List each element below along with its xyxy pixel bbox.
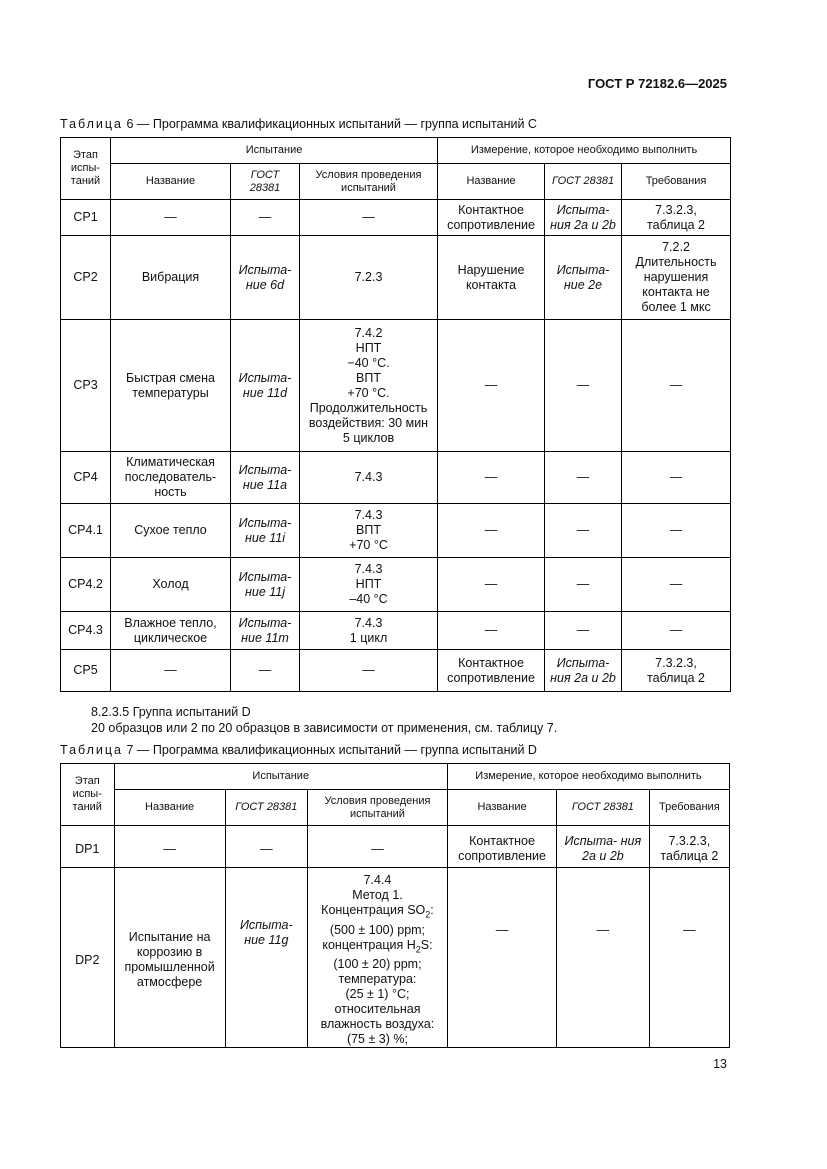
table6-measure-name: — xyxy=(438,320,545,452)
table6-requirements xyxy=(622,200,731,236)
table6-conditions xyxy=(300,320,438,452)
dp2-cond-7: температура: xyxy=(338,972,417,986)
table-row xyxy=(61,452,731,504)
table6-requirements-line: — xyxy=(669,378,683,392)
table6-caption-label: Таблица xyxy=(60,117,124,131)
table6-measure-gost: Испыта- ние 2e xyxy=(545,236,622,320)
dp2-cond-4: (500 ± 100) ppm; xyxy=(329,922,426,937)
table6-requirements-line: контакта не xyxy=(642,285,710,299)
table7-head-conditions: Условия проведения испытаний xyxy=(307,790,447,826)
table6-requirements xyxy=(622,612,731,650)
table6-measure-gost: — xyxy=(545,320,622,452)
table6-conditions-line: 7.2.3 xyxy=(354,270,383,284)
table6-requirements xyxy=(622,558,731,612)
table-row xyxy=(61,504,731,558)
table6-conditions xyxy=(300,200,438,236)
dp2-cond-8: (25 ± 1) °С; xyxy=(345,987,410,1001)
table6-requirements-line: нарушения xyxy=(643,270,709,284)
table6-conditions-line: ВПТ xyxy=(356,523,381,537)
table6-conditions-line: — xyxy=(362,210,375,224)
table6-name: Влажное тепло, циклическое xyxy=(111,612,231,650)
table6-head-conditions: Условия проведения испытаний xyxy=(300,164,438,200)
table6-head-m-gost: ГОСТ 28381 xyxy=(545,164,622,200)
table6-gost: Испыта- ние 11i xyxy=(231,504,300,558)
table6-stage: СР4.3 xyxy=(61,612,111,650)
table6-conditions xyxy=(300,650,438,692)
table7-head-m-gost: ГОСТ 28381 xyxy=(557,790,650,826)
table6-conditions-line: 7.4.3 xyxy=(354,615,383,630)
table6-conditions-line: 7.4.3 xyxy=(354,508,383,522)
table6-requirements xyxy=(622,650,731,692)
dp2-requirements: — xyxy=(649,868,729,1048)
table6-requirements-line: — xyxy=(669,623,683,637)
dp2-cond-5-sub: 2 xyxy=(415,944,421,954)
table6-name: — xyxy=(111,650,231,692)
section-text: 20 образцов или 2 по 20 образцов в зависимости от применения, см. таблицу 7. xyxy=(91,721,558,735)
table6-conditions xyxy=(300,452,438,504)
table6-measure-name: Нарушение контакта xyxy=(438,236,545,320)
table6-measure-gost: Испыта- ния 2a и 2b xyxy=(545,200,622,236)
table7 xyxy=(60,763,730,1048)
table6-name: Быстрая смена температуры xyxy=(111,320,231,452)
table6-head-measure: Измерение, которое необходимо выполнить xyxy=(438,138,731,164)
table7-head-stage: Этап испы- таний xyxy=(61,764,115,826)
table6-conditions-line: НПТ xyxy=(355,340,382,355)
dp1-conditions: — xyxy=(307,826,447,868)
table6-requirements xyxy=(622,320,731,452)
table7-head-gost: ГОСТ 28381 xyxy=(225,790,307,826)
table6-head-m-name: Название xyxy=(438,164,545,200)
table-row xyxy=(61,236,731,320)
table6-requirements xyxy=(622,504,731,558)
dp2-cond-5b: S: xyxy=(420,937,433,952)
table6-gost: Испыта- ние 6d xyxy=(231,236,300,320)
dp2-cond-9: относительная влажность воздуха: xyxy=(320,1002,435,1031)
table6-conditions xyxy=(300,612,438,650)
table6-conditions-line: +70 °С xyxy=(349,538,388,552)
table6-gost: Испыта- ние 11a xyxy=(231,452,300,504)
table6-measure-gost: — xyxy=(545,452,622,504)
table6-conditions-line: воздействия: 30 мин xyxy=(308,415,429,430)
table6-stage: СР1 xyxy=(61,200,111,236)
dp2-stage: DP2 xyxy=(61,868,115,1048)
table6-measure-name: — xyxy=(438,558,545,612)
table6-measure-name: Контактное сопротивление xyxy=(438,200,545,236)
dp1-measure-name: Контактное сопротивление xyxy=(447,826,556,868)
table6 xyxy=(60,137,731,692)
table7-head-requirements: Требования xyxy=(649,790,729,826)
dp2-cond-3a: Концентрация SO xyxy=(321,903,426,917)
table6-requirements-line: 7.2.2 xyxy=(662,240,690,254)
table6-measure-name: Контактное сопротивление xyxy=(438,650,545,692)
table-row xyxy=(61,612,731,650)
table6-conditions-line: 5 циклов xyxy=(342,430,395,445)
table6-measure-gost: — xyxy=(545,612,622,650)
table-row xyxy=(61,650,731,692)
table6-requirements-line: таблица 2 xyxy=(647,670,705,685)
table6-name: — xyxy=(111,200,231,236)
table6-conditions-line: 1 цикл xyxy=(349,630,388,645)
table6-conditions-line: — xyxy=(362,663,375,677)
table-row xyxy=(61,868,730,1048)
table6-conditions xyxy=(300,558,438,612)
table6-requirements xyxy=(622,236,731,320)
table6-measure-gost: — xyxy=(545,558,622,612)
table6-requirements-line: 7.3.2.3, xyxy=(655,655,697,670)
table-row xyxy=(61,826,730,868)
dp2-cond-1: 7.4.4 xyxy=(363,873,392,887)
table7-caption xyxy=(60,743,537,757)
table6-gost: — xyxy=(231,650,300,692)
table6-gost: Испыта- ние 11j xyxy=(231,558,300,612)
dp2-cond-2: Метод 1. xyxy=(352,888,403,902)
table7-head-m-name: Название xyxy=(447,790,556,826)
table6-requirements-line: — xyxy=(669,523,683,537)
table7-head-measure: Измерение, которое необходимо выполнить xyxy=(447,764,729,790)
table6-conditions-line: ВПТ xyxy=(356,370,381,385)
table6-name: Сухое тепло xyxy=(111,504,231,558)
table6-requirements-line: таблица 2 xyxy=(647,217,705,232)
table-row xyxy=(61,200,731,236)
dp2-cond-3-sub: 2 xyxy=(425,909,431,920)
table7-caption-text: 7 — Программа квалификационных испытаний — группа испытаний D xyxy=(126,743,537,757)
table6-gost: — xyxy=(231,200,300,236)
dp1-measure-gost: Испыта- ния 2a и 2b xyxy=(557,826,650,868)
table6-stage: СР4 xyxy=(61,452,111,504)
table6-conditions-line: 7.4.2 xyxy=(354,325,383,340)
table6-conditions xyxy=(300,236,438,320)
dp1-gost: — xyxy=(225,826,307,868)
table6-caption-text: 6 — Программа квалификационных испытаний — группа испытаний С xyxy=(126,117,537,131)
table6-measure-gost: Испыта- ния 2a и 2b xyxy=(545,650,622,692)
table6-head-stage: Этап испы- таний xyxy=(61,138,111,200)
table6-conditions-line: НПТ xyxy=(355,577,382,591)
table6-name: Вибрация xyxy=(111,236,231,320)
table6-stage: СР2 xyxy=(61,236,111,320)
table6-requirements-line: — xyxy=(669,577,683,591)
table6-stage: СР4.1 xyxy=(61,504,111,558)
dp2-cond-5a: концентрация H xyxy=(322,937,416,952)
dp2-measure-gost: — xyxy=(557,868,650,1048)
dp2-name: Испытание на коррозию в промышленной атмосфере xyxy=(114,868,225,1048)
table6-head-name: Название xyxy=(111,164,231,200)
table6-conditions-line: 7.4.3 xyxy=(354,562,383,576)
dp1-requirements: 7.3.2.3, таблица 2 xyxy=(649,826,729,868)
dp2-cond-10: (75 ± 3) %; xyxy=(346,1032,408,1046)
table6-stage: СР5 xyxy=(61,650,111,692)
table6-gost: Испыта- ние 11d xyxy=(231,320,300,452)
dp2-cond-3b: : xyxy=(430,903,434,917)
dp2-conditions xyxy=(307,868,447,1048)
table6-caption xyxy=(60,117,537,131)
table6-requirements-line: — xyxy=(669,470,683,484)
table6-requirements xyxy=(622,452,731,504)
table6-gost: Испыта- ние 11m xyxy=(231,612,300,650)
table-row xyxy=(61,320,731,452)
table7-head-name: Название xyxy=(114,790,225,826)
table6-conditions xyxy=(300,504,438,558)
dp2-cond-6: (100 ± 20) ppm; xyxy=(333,957,422,971)
table6-requirements-line: Длительность xyxy=(635,255,717,269)
dp2-gost: Испыта- ние 11g xyxy=(225,868,307,1048)
table6-measure-gost: — xyxy=(545,504,622,558)
table6-conditions-line: +70 °С. xyxy=(347,385,390,400)
table6-conditions-line: 7.4.3 xyxy=(354,470,383,484)
table6-requirements-line: более 1 мкс xyxy=(641,300,711,314)
table6-measure-name: — xyxy=(438,504,545,558)
section-heading: 8.2.3.5 Группа испытаний D xyxy=(91,705,251,719)
table6-head-gost: ГОСТ 28381 xyxy=(231,164,300,200)
dp1-stage: DP1 xyxy=(61,826,115,868)
document-header: ГОСТ Р 72182.6—2025 xyxy=(587,76,727,91)
table-row xyxy=(61,558,731,612)
dp2-measure-name: — xyxy=(447,868,556,1048)
dp2-cond-5 xyxy=(312,938,443,958)
table6-head-requirements: Требования xyxy=(622,164,731,200)
table6-conditions-line: Продолжительность xyxy=(309,400,428,415)
table6-requirements-line: 7.3.2.3, xyxy=(655,202,697,217)
table7-caption-label: Таблица xyxy=(60,743,124,757)
dp1-name: — xyxy=(114,826,225,868)
table6-name: Климатическая последователь- ность xyxy=(111,452,231,504)
table6-head-test: Испытание xyxy=(111,138,438,164)
table6-conditions-line: –40 °С xyxy=(349,592,388,606)
table6-measure-name: — xyxy=(438,452,545,504)
dp2-cond-3 xyxy=(312,903,443,923)
table6-stage: СР3 xyxy=(61,320,111,452)
page-number: 13 xyxy=(713,1057,727,1071)
table6-stage: СР4.2 xyxy=(61,558,111,612)
table7-head-test: Испытание xyxy=(114,764,447,790)
table6-name: Холод xyxy=(111,558,231,612)
table6-conditions-line: −40 °С. xyxy=(347,355,390,370)
table6-measure-name: — xyxy=(438,612,545,650)
